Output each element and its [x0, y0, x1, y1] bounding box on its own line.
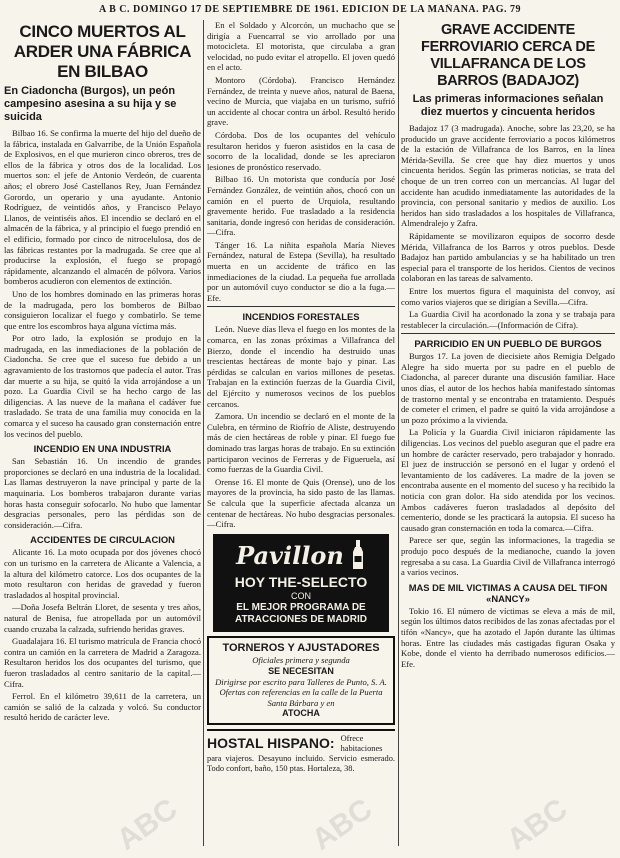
article-paragraph: Tánger 16. La niñita española María Nieves Fernández, natural de Estepa (Sevilla), ha resultado muerta en un accidente de tráfico en las inmediaciones de la ciudad. La pequeña fue arrollada por un automóvil cuyo conductor se dio a la fuga.—Efe. — [207, 239, 395, 303]
article-paragraph: Por otro lado, la explosión se produjo en la madrugada, en las inmediaciones de la población de Ciadoncha. Se cree que el suceso fue debido a un agravamiento de los trastornos que padecía el autor. Tras dar muerte a su hija, se quitó la vida arrojándose a un pozo. La Guardia Civil se ha hecho cargo de las diligencias. A las nueve de la mañana el cadáver fue trasladado. Se trata de una familia muy conocida en la comarca y el suceso ha causado gran consternación entre los vecinos del pueblo. — [4, 333, 201, 439]
subhead-parricidio: PARRICIDIO EN UN PUEBLO DE BURGOS — [414, 338, 602, 350]
column-right — [401, 20, 615, 846]
article-paragraph: Burgos 17. La joven de diecisiete años Remigia Delgado Alegre ha sido muerta por su padre en el pueblo de Ciadoncha, al parecer durante una discusión familiar. Hace unos días, el autor de los hechos había manifestado síntomas de trastorno mental y se encontraba en tratamiento. Después de cometer el crimen, el padre se quitó la vida arrojándose a un pozo próximo a la vivienda. — [401, 351, 615, 425]
masthead: A B C. DOMINGO 17 DE SEPTIEMBRE DE 1961. EDICION DE LA MAÑANA. PAG. 79 — [98, 4, 522, 15]
ad-line: CON — [291, 591, 311, 602]
article-paragraph: —Doña Josefa Beltrán Lloret, de sesenta y tres años, natural de Benisa, fue atropellada por un automóvil cuando cruzaba la calzada, sufriendo heridas graves. — [4, 602, 201, 634]
article-paragraph: Uno de los hombres dominado en las primeras horas de la madrugada, pero los bomberos de Bilbao consiguieron localizar el fuego y combatirlo. Se teme que entre los escombros haya alguna víctima más. — [4, 288, 201, 331]
divider — [207, 306, 395, 307]
advertisement-torneros — [207, 636, 395, 725]
column-rule — [398, 20, 399, 846]
subhead-incendios-forestales: INCENDIOS FORESTALES — [242, 311, 360, 323]
ad-title: TORNEROS Y AJUSTADORES — [222, 642, 380, 655]
article-paragraph: Zamora. Un incendio se declaró en el monte de la Culebra, en término de Riofrío de Aliste, destruyendo más de cien hectáreas de roble y pinar. El fuego fue dominado tras largas horas de trabajo. En su extinción participaron vecinos de Ferreras y de Figueruela, así como fuerzas de la Guardia Civil. — [207, 411, 395, 475]
article-paragraph: Orense 16. El monte de Quis (Orense), uno de los mayores de la provincia, ha sido pasto de las llamas. Se calcula que la superficie afectada alcanza un centenar de hectáreas. No hubo desgracias personales.—Cifra. — [207, 476, 395, 530]
subhead-incendio-industria: INCENDIO EN UNA INDUSTRIA — [33, 443, 172, 455]
ad-line: ATOCHA — [282, 707, 320, 718]
article-paragraph: Bilbao 16. Se confirma la muerte del hijo del dueño de la fábrica, instalada en Galvarribe, de la Unión Española de Explosivos, en el que murieron cinco obreros, tres de ellos de la fábrica y otros dos de la localidad. Los muertos son: el jefe de Antonio Verdeón, de cuarenta años; el obrero José Castellanos Rey, Juan Fernández Gorordo, un operario y una ayudante. Antonio Rodríguez, de veintidós años, y Francisco Pelayo Llanos, de veintiséis años. El incendio se declaró en el almacén de la fábrica, y al principio el fuego prendió en el edificio, formado por cinco de nitrocelulosa, dos de las fábricas restantes por la madrugada. Se cree que al producirse la explosión, el fuego se propagó rápidamente, alcanzando el almacén de pólvora. Varios bomberos acudieron con elementos de extinción. — [4, 128, 201, 287]
ad-line: Oficiales primera y segunda — [252, 655, 350, 666]
article-paragraph: Bilbao 16. Un motorista que conducía por José Fernández González, de veintiún años, chocó con un camión en el puerto de Urquiola, resultando gravemente herido. Fue trasladado a la residencia sanitaria, donde ingresó con heridas de consideración.—Cifra. — [207, 174, 395, 238]
deck-rail-accident: Las primeras informaciones señalan diez muertos y cincuenta heridos — [412, 93, 604, 118]
article-paragraph: San Sebastián 16. Un incendio de grandes proporciones se declaró en una industria de la localidad. Las llamas destruyeron la nave principal y parte de la maquinaria. Los bomberos trabajaron durante varias horas hasta conseguir sofocarlo. No hubo que lamentar desgracias personales, pero las pérdidas son de consideración.—Cifra. — [4, 456, 201, 530]
article-paragraph: Tokio 16. El número de víctimas se eleva a más de mil, según los últimos datos recibidos de las zonas afectadas por el tifón «Nancy», que ha azotado el Japón durante las últimas horas. Entre las ciudades más castigadas figuran Osaka y Kobe, donde el viento ha derribado numerosos edificios.—Efe. — [401, 605, 615, 669]
article-paragraph: León. Nueve días lleva el fuego en los montes de la comarca, en las zonas próximas a Villafranca del Bierzo, donde el incendio ha destruido unas trescientas hectáreas de monte bajo y pinar. Las pérdidas se calculan en varios millones de pesetas. Trabajan en la extinción fuerzas de la Guardia Civil, del Ejército y numerosos vecinos de los pueblos cercanos. — [207, 324, 395, 409]
watermark-logo: ABC — [501, 792, 574, 857]
article-paragraph: Alicante 16. La moto ocupada por dos jóvenes chocó con un turismo en la carretera de Alicante a Valencia, a la altura del kilómetro catorce. Los dos ocupantes de la moto resultaron con heridas de gravedad y fueron trasladados al hospital provincial. — [4, 547, 201, 600]
deck-ciadoncha: En Ciadoncha (Burgos), un peón campesino asesina a su hija y se suicida — [4, 85, 177, 123]
headline-rail-accident: GRAVE ACCIDENTE FERROVIARIO CERCA DE VILLAFRANCA DE LOS BARROS (BADAJOZ) — [421, 22, 595, 89]
watermark-logo: ABC — [306, 792, 379, 857]
ad-line: HOY THE-SELECTO — [234, 574, 368, 591]
advertisement-hostal — [207, 729, 395, 774]
column-left — [4, 20, 201, 846]
subhead-accidentes: ACCIDENTES DE CIRCULACION — [30, 534, 175, 546]
subhead-tifon: MAS DE MIL VICTIMAS A CAUSA DEL TIFON «NANCY» — [408, 581, 608, 604]
article-paragraph: En el Soldado y Alcorcón, un muchacho que se dirigía a Fuencarral se vio arrollado por una motocicleta. El motorista, que circulaba a gran velocidad, no pudo evitar el atropello. El joven quedó en el acto. — [207, 20, 395, 73]
article-paragraph: Parece ser que, según las informaciones, la tragedia se produjo poco después de la medianoche, cuando la joven regresaba a su casa. La Guardia Civil de Villafranca interrogó a varios vecinos. — [401, 535, 615, 578]
article-paragraph: Entre los muertos figura el maquinista del convoy, así como varios viajeros que se dirigían a Sevilla.—Cifra. — [401, 285, 615, 307]
article-paragraph: Córdoba. Dos de los ocupantes del vehículo resultaron heridos y fueron asistidos en la casa de socorro de la localidad, donde se les apreciaron lesiones de pronóstico reservado. — [207, 129, 395, 172]
ad-brand-name: Pavillon — [236, 541, 344, 571]
article-paragraph: Badajoz 17 (3 madrugada). Anoche, sobre las 23,20, se ha producido un grave accidente ferroviario a pocos kilómetros de la estación de Villafranca de los Barros, en la línea Mérida-Sevilla. Se cree que hay diez muertos y unos cincuenta heridos. Según las primeras noticias, se trata del choque de un tren correo con un mercancías. Al lugar del accidente han acudido inmediatamente las autoridades de la provincia, con personal sanitario y medios de auxilio. Los heridos han sido trasladados a los hospitales de Villafranca, Almendralejo y Zafra. — [401, 123, 615, 229]
watermark-logo: ABC — [111, 792, 184, 857]
ad-brand-name: HOSTAL HISPANO: — [207, 734, 335, 751]
article-paragraph: Rápidamente se movilizaron equipos de socorro desde Mérida, Villafranca de los Barros y otros pueblos. Desde Badajoz han partido ambulancias y se ha habilitado un tren especial para el transporte de los heridos. Cientos de vecinos colaboran en las tareas de salvamento. — [401, 230, 615, 284]
bottle-icon — [350, 540, 366, 573]
article-paragraph: La Policía y la Guardia Civil iniciaron rápidamente las diligencias. Los vecinos del pueblo aseguran que el padre era un hombre de carácter reservado, pero trabajador y honrado. El juez de instrucción se personó en el lugar y ordenó el levantamiento de los cadáveres. La madre de la joven se encontraba ausente en el momento del suceso y ha recibido la noticia con gran dolor. Ha sido atendida por los vecinos. Ambos cadáveres fueron trasladados al depósito del cementerio, donde se les practicará la autopsia. El suceso ha causado gran consternación en toda la comarca.—Cifra. — [401, 427, 615, 533]
article-paragraph: Ferrol. En el kilómetro 39,611 de la carretera, un camión se salió de la calzada y volcó. Su conductor resultó herido de carácter leve. — [4, 691, 201, 723]
column-rule — [203, 20, 204, 846]
ad-text: Ofrece habitaciones para viajeros. Desayuno incluido. Servicio esmerado. Todo confort, baño, 150 ptas. Hortaleza, 38. — [207, 733, 395, 773]
ad-line: SE NECESITAN — [268, 665, 334, 676]
article-paragraph: Montoro (Córdoba). Francisco Hernández Fernández, de treinta y nueve años, natural de Baena, vecino de Murcia, que viajaba en un turismo, sufrió un accidente al chocar contra un árbol. Resultó herido grave. — [207, 74, 395, 128]
ad-line: Dirigirse por escrito para Talleres de Punto, S. A. Ofertas con referencias en la calle de la Puerta Santa Bárbara y en — [215, 676, 387, 708]
column-middle — [207, 20, 395, 846]
divider — [401, 333, 615, 334]
headline-bilbao-fire: CINCO MUERTOS AL ARDER UNA FÁBRICA EN BILBAO — [13, 22, 192, 81]
ad-line: EL MEJOR PROGRAMA DE ATRACCIONES DE MADRID — [234, 602, 368, 626]
article-paragraph: La Guardia Civil ha acordonado la zona y se trabaja para restablecer la circulación.—(Información de Cifra). — [401, 309, 615, 330]
advertisement-pavillon — [213, 534, 389, 633]
article-paragraph: Guadalajara 16. El turismo matrícula de Francia chocó contra un camión en la carretera de Madrid a Zaragoza. Resultaron heridos los dos ocupantes del turismo, que fueron trasladados al centro sanitario de la capital.—Cifra. — [4, 636, 201, 689]
